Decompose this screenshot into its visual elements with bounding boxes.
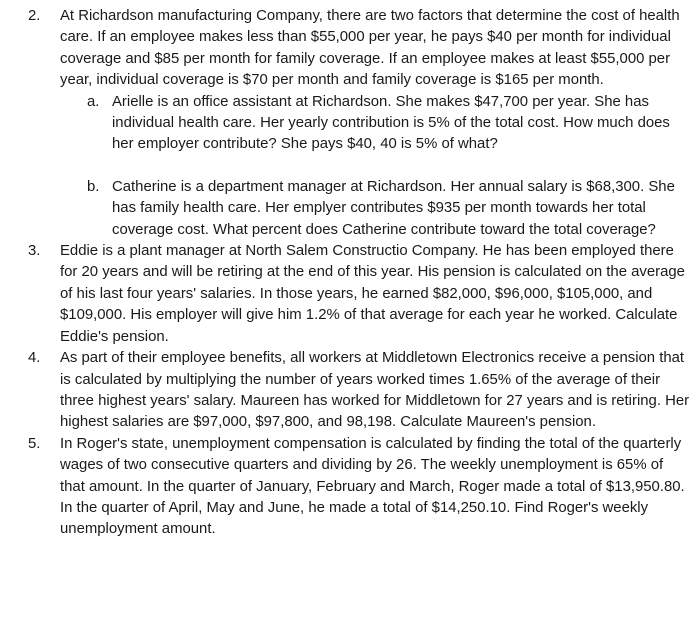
problem-2-part-a — [0, 92, 700, 156]
problem-text: In Roger's state, unemployment compensation is calculated by finding the total of the quarterly wages of two consecutive quarters and dividing by 26. The weekly unemployment is 65% of that amount. In the quarter of January, February and March, Roger made a total of $13,950.80. In the quarter of April, May and June, he made a total of $14,250.10. Find Roger's weekly unemployment amount. — [60, 435, 685, 538]
problem-4 — [0, 348, 700, 434]
problem-3 — [0, 241, 700, 348]
problem-2-part-b — [0, 177, 700, 241]
part-letter: b. — [87, 178, 100, 195]
problem-number: 2. — [28, 8, 41, 24]
problem-text: At Richardson manufacturing Company, there are two factors that determine the cost of health care. If an employee makes less than $55,000 per year, he pays $40 per month for individual coverage and $85 per month for family coverage. If an employee makes at least $55,000 per year, individual coverage is $70 per month and family coverage is $165 per month. — [60, 8, 680, 89]
problem-number: 4. — [28, 350, 41, 367]
part-text: Catherine is a department manager at Richardson. Her annual salary is $68,300. She has family health care. Her emplyer contributes $935 per month towards her total coverage cost. What percent does Catherine contribute toward the total coverage? — [112, 178, 675, 238]
problem-2 — [0, 6, 700, 92]
part-letter: a. — [87, 93, 100, 110]
problem-text: Eddie is a plant manager at North Salem Constructio Company. He has been employed there for 20 years and will be retiring at the end of this year. His pension is calculated on the average of his last four years' salaries. In those years, he earned $82,000, $96,000, $105,000, and $109,000. His employer will give him 1.2% of that average for each year he worked. Calculate Eddie's pension. — [60, 243, 685, 345]
spacer — [0, 156, 700, 177]
problem-text: As part of their employee benefits, all workers at Middletown Electronics receive a pension that is calculated by multiplying the number of years worked times 1.65% of the average of their three highest years' salary. Maureen has worked for Middletown for 27 years and is retiring. Her highest salaries are $97,000, $97,800, and 98,198. Calculate Maureen's pension. — [60, 350, 690, 431]
problem-number: 3. — [28, 243, 41, 260]
problem-number: 5. — [28, 435, 41, 452]
worksheet — [0, 6, 700, 541]
problem-5 — [0, 434, 700, 541]
part-text: Arielle is an office assistant at Richardson. She makes $47,700 per year. She has individual health care. Her yearly contribution is 5% of the total cost. How much does her employer contribute? She pays $40, 40 is 5% of what? — [112, 93, 670, 153]
